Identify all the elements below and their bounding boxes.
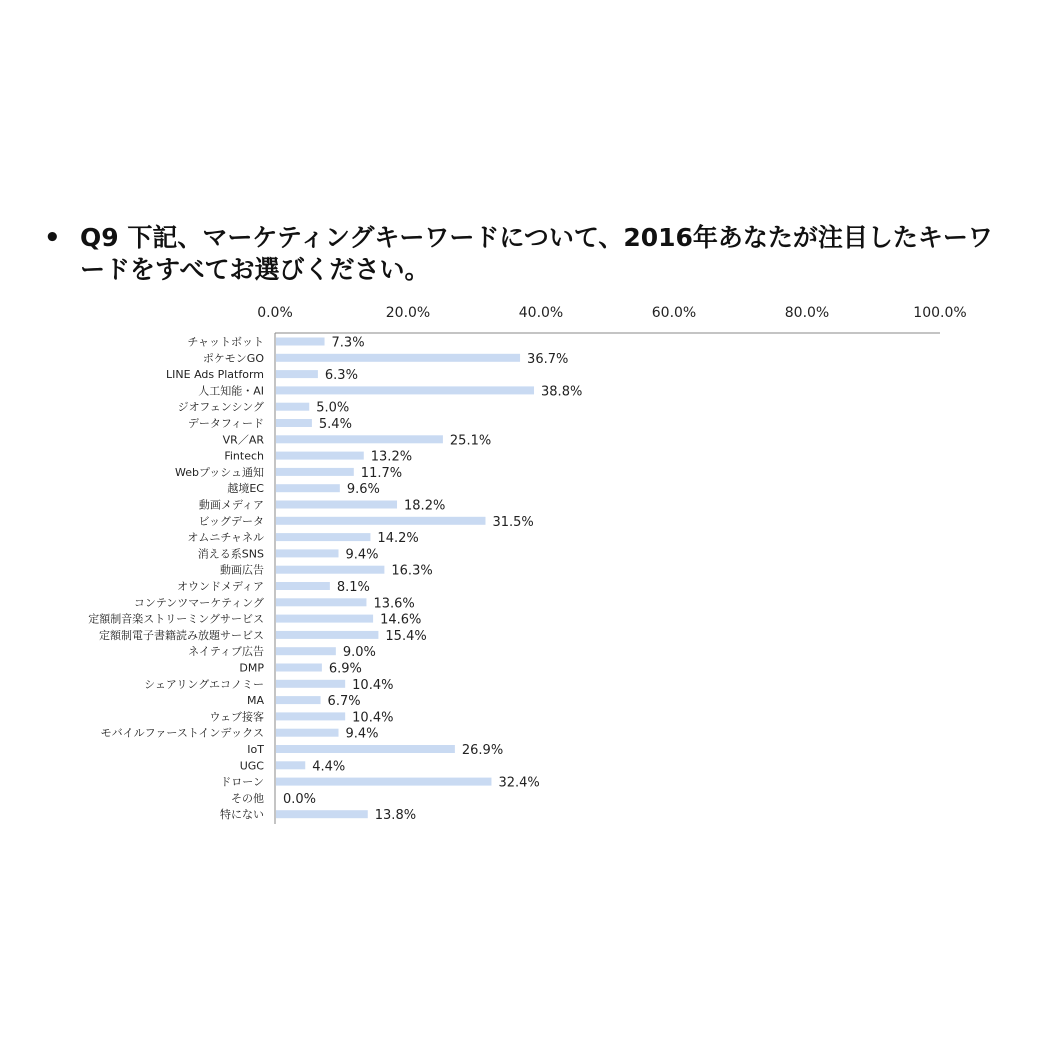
category-label: VR／AR bbox=[222, 433, 264, 447]
bar bbox=[276, 419, 312, 427]
bar bbox=[276, 582, 330, 590]
category-label: ドローン bbox=[220, 775, 264, 789]
bar bbox=[276, 533, 370, 541]
value-label: 9.4% bbox=[345, 726, 379, 742]
category-label: 動画広告 bbox=[220, 563, 264, 577]
bar bbox=[276, 501, 397, 509]
value-label: 6.3% bbox=[324, 368, 358, 384]
bar bbox=[276, 452, 364, 460]
bar bbox=[276, 680, 345, 688]
bar bbox=[276, 435, 443, 443]
category-label: IoT bbox=[247, 743, 264, 756]
value-label: 16.3% bbox=[391, 563, 433, 579]
category-label: LINE Ads Platform bbox=[166, 368, 264, 382]
x-tick-label: 20.0% bbox=[385, 305, 431, 321]
x-tick-label: 40.0% bbox=[518, 305, 564, 321]
value-label: 4.4% bbox=[312, 759, 346, 775]
value-label: 10.4% bbox=[352, 710, 394, 726]
bar bbox=[276, 598, 366, 606]
category-label: コンテンツマーケティング bbox=[133, 596, 264, 610]
bar bbox=[276, 403, 309, 411]
x-tick-label: 100.0% bbox=[913, 305, 967, 321]
bar bbox=[276, 810, 368, 818]
value-label: 25.1% bbox=[449, 433, 492, 449]
bar bbox=[276, 517, 485, 525]
bar bbox=[276, 729, 339, 737]
category-label: オムニチャネル bbox=[187, 531, 264, 545]
bar bbox=[276, 354, 520, 362]
value-label: 18.2% bbox=[404, 498, 446, 514]
category-label: 特にない bbox=[220, 808, 264, 822]
bar bbox=[276, 566, 384, 574]
x-tick-label: 0.0% bbox=[257, 305, 293, 321]
value-label: 9.4% bbox=[345, 547, 379, 563]
value-label: 5.4% bbox=[318, 417, 352, 432]
category-label: DMP bbox=[239, 661, 264, 675]
bar bbox=[276, 745, 455, 753]
category-label: 人工知能・AI bbox=[198, 384, 264, 398]
category-label: 動画メディア bbox=[198, 498, 264, 512]
value-label: 0.0% bbox=[283, 791, 317, 807]
bar bbox=[276, 647, 336, 655]
bar bbox=[276, 386, 534, 394]
value-label: 36.7% bbox=[527, 351, 569, 367]
value-label: 10.4% bbox=[352, 677, 394, 693]
bar bbox=[276, 338, 325, 346]
value-label: 6.9% bbox=[328, 661, 362, 677]
value-label: 9.0% bbox=[342, 645, 376, 661]
category-label: ビッグデータ bbox=[198, 514, 264, 528]
category-label: チャットボット bbox=[187, 335, 264, 349]
bar bbox=[276, 549, 339, 557]
category-label: 越境EC bbox=[227, 482, 264, 496]
category-label: Webプッシュ通知 bbox=[175, 465, 264, 479]
category-label: 消える系SNS bbox=[197, 547, 264, 561]
bar bbox=[276, 761, 305, 769]
bar bbox=[276, 664, 322, 672]
bar bbox=[276, 712, 345, 720]
category-label: データフィード bbox=[187, 417, 264, 430]
bar bbox=[276, 696, 321, 704]
value-label: 14.2% bbox=[377, 531, 419, 547]
bar bbox=[276, 484, 340, 492]
category-label: その他 bbox=[231, 791, 264, 805]
bar bbox=[276, 468, 354, 476]
x-tick-label: 60.0% bbox=[651, 305, 697, 321]
bar bbox=[276, 778, 491, 786]
category-label: 定額制電子書籍読み放題サービス bbox=[99, 628, 264, 642]
category-label: モバイルファーストインデックス bbox=[100, 726, 264, 740]
value-label: 32.4% bbox=[498, 775, 540, 791]
value-label: 7.3% bbox=[331, 335, 365, 351]
value-label: 13.6% bbox=[373, 596, 415, 612]
value-label: 6.7% bbox=[327, 694, 361, 710]
bullet-mark: • bbox=[44, 223, 61, 253]
category-label: ジオフェンシング bbox=[177, 400, 264, 414]
x-tick-label: 80.0% bbox=[784, 305, 830, 321]
value-label: 11.7% bbox=[360, 465, 403, 481]
value-label: 38.8% bbox=[541, 384, 583, 400]
category-label: 定額制音楽ストリーミングサービス bbox=[88, 612, 264, 626]
value-label: 13.8% bbox=[374, 808, 417, 824]
question-text: Q9 下記、マーケティングキーワードについて、2016年あなたが注目したキーワードをすべてお選びください。 bbox=[80, 223, 993, 284]
value-label: 26.9% bbox=[461, 743, 504, 758]
category-label: ウェブ接客 bbox=[209, 710, 264, 724]
category-label: Fintech bbox=[224, 449, 264, 463]
value-label: 14.6% bbox=[380, 612, 422, 628]
value-label: 5.0% bbox=[316, 400, 350, 416]
bar bbox=[276, 370, 318, 378]
category-label: オウンドメディア bbox=[176, 580, 264, 593]
value-label: 8.1% bbox=[336, 580, 370, 595]
category-label: MA bbox=[246, 694, 264, 708]
value-label: 13.2% bbox=[370, 449, 413, 465]
category-label: UGC bbox=[239, 759, 264, 773]
category-label: ネイティブ広告 bbox=[188, 645, 264, 659]
value-label: 9.6% bbox=[346, 482, 380, 498]
category-label: ポケモンGO bbox=[202, 351, 264, 365]
value-label: 15.4% bbox=[385, 628, 427, 644]
category-label: シェアリングエコノミー bbox=[144, 677, 264, 691]
bar bbox=[276, 631, 378, 639]
value-label: 31.5% bbox=[492, 514, 534, 530]
bar bbox=[276, 615, 373, 623]
